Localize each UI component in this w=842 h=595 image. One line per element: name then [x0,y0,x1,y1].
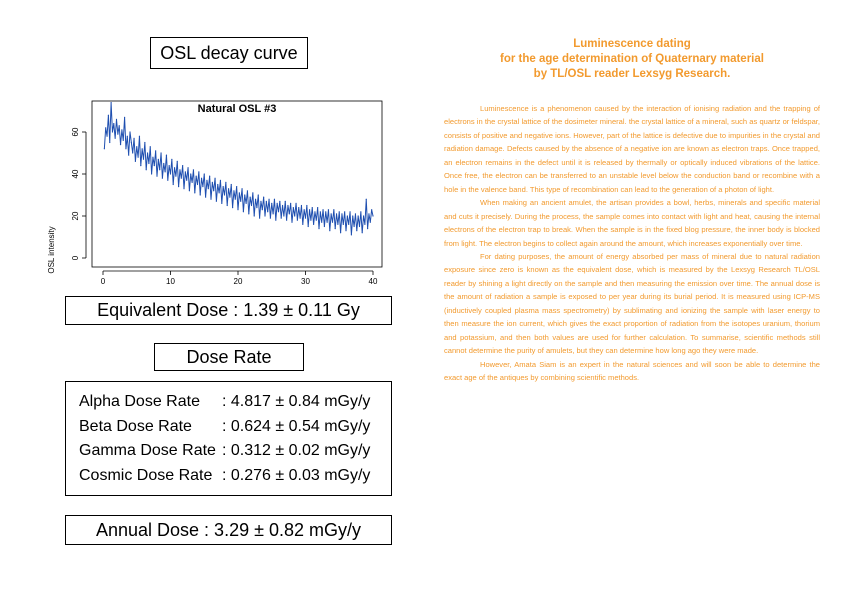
data-point [285,201,286,202]
data-point [175,176,176,177]
data-point [240,201,241,202]
data-point [301,205,302,206]
dose-rate-label: Alpha Dose Rate [79,393,200,410]
x-tick-label: 30 [301,277,310,285]
data-point [363,215,364,216]
data-point [302,224,303,225]
data-point [154,165,155,166]
data-point [185,171,186,172]
data-point [159,169,160,170]
data-point [351,234,352,235]
data-point [123,140,124,141]
data-point [119,125,120,126]
data-point [190,173,191,174]
equivalent-dose-text: Equivalent Dose : 1.39 ± 0.11 Gy [97,300,360,320]
data-point [279,201,280,202]
data-point [167,180,168,181]
dose-rate-value: : 4.817 ± 0.84 mGy/y [222,393,371,410]
data-point [305,218,306,219]
data-point [286,220,287,221]
data-point [106,136,107,137]
data-point [229,197,230,198]
data-point [347,215,348,216]
data-point [160,152,161,153]
data-point [251,205,252,206]
data-point [260,201,261,202]
dose-rate-label: Gamma Dose Rate [79,442,216,459]
data-point [366,199,367,200]
data-point [328,209,329,210]
data-point [117,134,118,135]
data-point [179,169,180,170]
data-point [204,173,205,174]
article-paragraph: For dating purposes, the amount of energy absorbed per mass of mineral due to natural radiation exposure since zero is known as the equivalent dose, which is measured by the Lexsyg Research TL/OSL reader by shining a light directly on the sample and then measuring the emission over time. The annual dose is the amount of radiation a sample is exposed to per year during its burial period. It is measured using ICP-MS (inductively coupled plasma mass spectrometry) by sublimating and ionizing the sample with laser energy to then measure the ion current, which gives the exact proportion of radiation from the isotopes uranium, thorium and potassium, and then both values are used for further calculation. To summarise, scientific methods still cannot determine the purity of amulets, but they can determine how long ago they were made. [444,251,820,356]
data-point [125,148,126,149]
data-point [331,213,332,214]
data-point [163,163,164,164]
data-point [255,199,256,200]
osl-series-line [104,103,373,235]
data-point [166,155,167,156]
equivalent-dose-box [65,296,392,325]
data-point [352,215,353,216]
data-point [263,197,264,198]
data-point [322,209,323,210]
chart-heading [150,37,308,69]
data-point [304,209,305,210]
data-point [111,102,112,103]
data-point [216,201,217,202]
data-point [177,161,178,162]
dose-rate-label: Beta Dose Rate [79,417,192,435]
data-point [132,152,133,153]
data-point [273,213,274,214]
data-point [329,230,330,231]
data-point [356,230,357,231]
data-point [147,152,148,153]
data-point [267,211,268,212]
data-point [206,180,207,181]
data-point [112,131,113,132]
data-point [278,211,279,212]
y-tick-label: 60 [71,127,80,137]
data-point [201,178,202,179]
data-point [232,207,233,208]
data-point [270,218,271,219]
dose-rate-value: : 0.276 ± 0.03 mGy/y [222,466,371,484]
dose-rate-heading [154,343,304,371]
data-point [181,178,182,179]
data-point [325,211,326,212]
data-point [193,169,194,170]
data-point [324,226,325,227]
dose-rate-row [79,464,391,489]
data-point [309,209,310,210]
data-point [170,173,171,174]
data-point [274,199,275,200]
data-point [151,173,152,174]
data-point [345,230,346,231]
data-point [283,215,284,216]
data-point [336,213,337,214]
data-point [155,150,156,151]
data-point [318,228,319,229]
data-point [165,171,166,172]
data-point [109,142,110,143]
data-point [136,146,137,147]
data-point [291,222,292,223]
data-point [348,224,349,225]
data-point [183,188,184,189]
data-point [120,144,121,145]
dose-rate-table [65,381,392,496]
data-point [287,205,288,206]
x-tick-label: 0 [100,277,106,285]
data-point [293,207,294,208]
chart-title: Natural OSL #3 [197,103,277,115]
data-point [368,213,369,214]
data-point [298,207,299,208]
chart-heading-text: OSL decay curve [160,42,298,63]
data-point [333,209,334,210]
data-point [256,207,257,208]
data-point [227,205,228,206]
data-point [295,203,296,204]
data-point [150,146,151,147]
data-point [248,213,249,214]
data-point [182,165,183,166]
data-point [235,199,236,200]
article-paragraph: However, Amata Siam is an expert in the natural sciences and will soon be able to determine the exact age of the antiques by combining scientific methods. [444,359,820,383]
y-axis-label: OSL intensity [47,226,56,274]
data-point [162,178,163,179]
data-point [236,186,237,187]
data-point [355,213,356,214]
data-point [252,192,253,193]
data-point [337,224,338,225]
data-point [264,215,265,216]
dose-rate-heading-text: Dose Rate [186,346,272,367]
data-point [139,136,140,137]
data-point [372,215,373,216]
data-point [241,188,242,189]
data-point [205,197,206,198]
data-point [213,190,214,191]
data-point [317,207,318,208]
data-point [335,228,336,229]
data-point [314,211,315,212]
x-tick-label: 40 [368,277,378,285]
data-point [250,197,251,198]
data-point [138,157,139,158]
data-point [268,199,269,200]
data-point [156,176,157,177]
data-point [214,178,215,179]
data-point [354,226,355,227]
data-point [189,190,190,191]
data-point [187,167,188,168]
data-point [244,194,245,195]
data-point [224,194,225,195]
data-point [194,192,195,193]
data-point [306,205,307,206]
data-point [364,224,365,225]
dose-rate-value: : 0.312 ± 0.02 mGy/y [222,442,371,459]
data-point [142,148,143,149]
data-point [344,211,345,212]
data-point [221,203,222,204]
data-point [158,159,159,160]
dose-rate-value: : 0.624 ± 0.54 mGy/y [222,417,371,435]
data-point [140,165,141,166]
data-point [196,176,197,177]
data-point [200,194,201,195]
data-point [247,190,248,191]
data-point [127,136,128,137]
data-point [146,169,147,170]
data-point [282,205,283,206]
data-point [121,129,122,130]
dose-rate-label: Cosmic Dose Rate [79,466,213,484]
dose-rate-row [79,439,391,464]
data-point [358,215,359,216]
data-point [360,211,361,212]
data-point [144,142,145,143]
data-point [124,117,125,118]
data-point [113,123,114,124]
data-point [208,188,209,189]
dose-rate-row [79,415,391,440]
data-point [343,224,344,225]
data-point [210,199,211,200]
data-point [246,203,247,204]
data-point [173,184,174,185]
data-point [115,138,116,139]
data-point [289,213,290,214]
data-point [316,220,317,221]
data-point [202,186,203,187]
data-point [313,224,314,225]
data-point [262,209,263,210]
article-title-line: for the age determination of Quaternary material [500,53,764,65]
data-point [129,131,130,132]
data-point [341,213,342,214]
data-point [359,226,360,227]
data-point [219,192,220,193]
data-point [133,138,134,139]
data-point [290,203,291,204]
annual-dose-box [65,515,392,545]
data-point [339,211,340,212]
y-tick-label: 0 [71,255,80,261]
y-tick-label: 40 [71,169,80,179]
data-point [178,186,179,187]
data-point [105,127,106,128]
article-title-line: by TL/OSL reader Lexsyg Research. [533,68,731,80]
y-tick-label: 20 [71,211,80,221]
x-tick-label: 20 [233,277,243,285]
data-point [223,186,224,187]
data-point [308,226,309,227]
data-point [231,184,232,185]
data-point [209,176,210,177]
data-point [297,220,298,221]
data-point [271,203,272,204]
data-point [340,232,341,233]
data-point [312,207,313,208]
data-point [225,182,226,183]
article-paragraph: When making an ancient amulet, the artisan provides a bowl, herbs, minerals and specific material and cuts it precisely. During the process, the sample comes into contact with light and heat, causing the internal electrons of the electron trap to break. When the sample is in the fixed blog pressure, the inner body is blocked from light. The electron begins to collect again around the amount, which increases exponentially over time. [444,198,820,248]
data-point [259,218,260,219]
axes-group [71,127,378,285]
x-tick-label: 10 [166,277,175,285]
data-point [239,192,240,193]
data-point [277,203,278,204]
data-point [174,167,175,168]
data-point [116,119,117,120]
dose-rate-row [79,390,391,415]
data-point [332,222,333,223]
data-point [310,220,311,221]
data-point [228,188,229,189]
article-title-line: Luminescence dating [573,38,691,50]
data-point [148,163,149,164]
data-point [321,222,322,223]
data-point [258,194,259,195]
data-point [128,155,129,156]
data-point [135,161,136,162]
data-point [212,182,213,183]
data-point [294,215,295,216]
data-point [300,218,301,219]
article [444,37,820,385]
data-point [237,209,238,210]
data-point [143,159,144,160]
data-point [169,165,170,166]
data-point [233,190,234,191]
data-point [275,220,276,221]
plot-frame [92,101,382,267]
osl-decay-chart [40,95,400,285]
data-point [281,218,282,219]
data-point [217,184,218,185]
data-point [220,180,221,181]
data-point [186,180,187,181]
data-point [362,232,363,233]
data-point [349,211,350,212]
annual-dose-text: Annual Dose : 3.29 ± 0.82 mGy/y [95,519,362,540]
data-point [198,171,199,172]
data-point [320,211,321,212]
data-point [243,211,244,212]
data-point [192,182,193,183]
article-paragraph: Luminescence is a phenomenon caused by the interaction of ionising radiation and the trapping of electrons in the crystal lattice of the dosimeter mineral. the crystal lattice of a mineral, such as quartz or feldspar, consists of positive and negative ions. However, part of the lattice is defective due to impurities in the crystal and radiation damage. Defects caused by the absence of a negative ion are known as electron traps. Once trapped, an electron remains in the defect until it is released by thermally or optically induced vibrations of the lattice. Once free, the electron can be transferred to an unstable level below the conduction band or recombine with a hole in the valence band. This type of recombination can lead to the generation of a photon of light. [444,104,820,194]
data-point [266,201,267,202]
data-point [197,184,198,185]
data-point [367,228,368,229]
data-point [171,159,172,160]
data-point [104,148,105,149]
data-point [254,215,255,216]
data-point [131,142,132,143]
article-title [444,37,820,82]
data-point [327,222,328,223]
data-point [108,115,109,116]
data-point [371,209,372,210]
data-point [152,157,153,158]
data-point [370,222,371,223]
